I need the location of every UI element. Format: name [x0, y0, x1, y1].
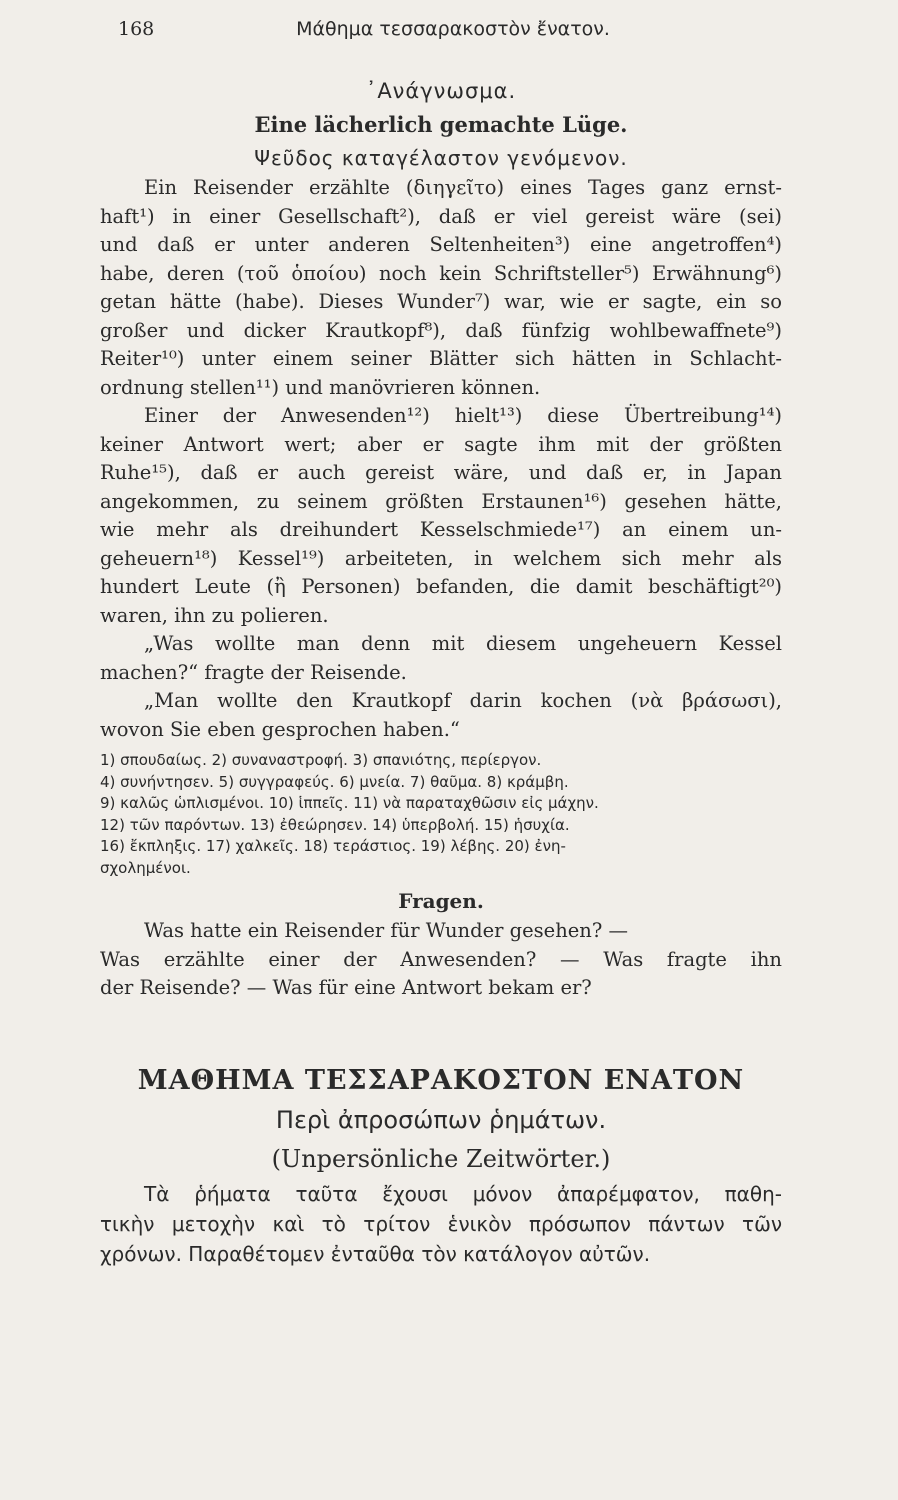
story-title-german: Eine lächerlich gemachte Lüge. [254, 112, 628, 137]
footnote-line: 16) ἔκπληξις. 17) χαλκεῖς. 18) τεράστιος. 19) λέβης. 20) ἐνη- [100, 837, 566, 855]
lesson-subtitle-german: (Unpersönliche Zeitwörter.) [271, 1144, 611, 1173]
text-line: wie mehr als dreihundert Kesselschmiede¹⁷) an einem un- [100, 518, 782, 541]
text-line: getan hätte (habe). Dieses Wunder⁷) war, wie er sagte, ein so [100, 290, 782, 313]
footnote-line: σχολημένοι. [100, 858, 191, 877]
page-header [118, 18, 788, 48]
text-line: haft¹) in einer Gesellschaft²), daß er viel gereist wäre (sei) [100, 204, 782, 228]
text-line: Ruhe¹⁵), daß er auch gereist wäre, und daß er, in Japan [100, 461, 782, 484]
footnote-line: 4) συνήντησεν. 5) συγγραφεύς. 6) μνεία. 7) θαῦμα. 8) κράμβη. [100, 772, 569, 791]
lesson-subtitle-greek: Περὶ ἀπροσώπων ῥημάτων. [275, 1105, 607, 1134]
footnote-line: 9) καλῶς ὡπλισμένοι. 10) ἱππεῖς. 11) νὰ παραταχθῶσιν εἰς μάχην. [100, 794, 599, 812]
story-text [100, 174, 782, 744]
text-line: geheuern¹⁸) Kessel¹⁹) arbeiteten, in welchem sich mehr als [100, 546, 782, 570]
footnote-line: 12) τῶν παρόντων. 13) ἐθεώρησεν. 14) ὑπερβολή. 15) ἡσυχία. [100, 815, 570, 834]
text-line: „Was wollte man denn mit diesem ungeheuern Kessel [144, 632, 782, 655]
text-line: „Man wollte den Krautkopf darin kochen (νὰ βράσωσι), [144, 689, 782, 712]
text-line: und daß er unter anderen Seltenheiten³) eine angetroffen⁴) [100, 233, 782, 256]
page-number: 168 [118, 18, 155, 40]
text-line: großer und dicker Krautkopf⁸), daß fünfzig wohlbewaffnete⁹) [100, 318, 782, 342]
intro-line: Τὰ ῥήματα ταῦτα ἔχουσι μόνον ἀπαρέμφατον, παθη- [144, 1181, 782, 1206]
lesson-title: ΜΑΘΗΜΑ ΤΕΣΣΑΡΑΚΟΣΤΟΝ ΕΝΑΤΟΝ [137, 1064, 745, 1096]
questions-text [100, 917, 782, 1003]
question-line: Was erzählte einer der Anwesenden? — Was fragte ihn [100, 947, 782, 971]
text-line: Einer der Anwesenden¹²) hielt¹³) diese Übertreibung¹⁴) [144, 404, 782, 427]
story-title-greek: Ψεῦδος καταγέλαστον γενόμενον. [254, 146, 628, 170]
intro-line: τικὴν μετοχὴν καὶ τὸ τρίτον ἑνικὸν πρόσωπον πάντων τῶν [100, 1211, 782, 1236]
page-body [100, 74, 782, 1269]
text-line: Ein Reisender erzählte (διηγεῖτο) eines Tages ganz ernst- [144, 176, 782, 199]
reading-heading: ᾿Ανάγνωσμα. [365, 79, 517, 103]
text-line: waren, ihn zu polieren. [100, 603, 329, 627]
footnotes [100, 750, 782, 879]
lesson-intro [100, 1179, 782, 1269]
text-line: Reiter¹⁰) unter einem seiner Blätter sich hätten in Schlacht- [100, 347, 782, 370]
running-title: Μάθημα τεσσαρακοστὸν ἔνατον. [296, 18, 610, 40]
text-line: keiner Antwort wert; aber er sagte ihm mit der größten [100, 432, 782, 456]
text-line: hundert Leute (ἢ Personen) befanden, die damit beschäftigt²⁰) [100, 575, 782, 598]
question-line: der Reisende? — Was für eine Antwort bekam er? [100, 976, 592, 999]
text-line: ordnung stellen¹¹) und manövrieren können. [100, 375, 541, 399]
questions-heading: Fragen. [398, 889, 484, 913]
text-line: angekommen, zu seinem größten Erstaunen¹⁶) gesehen hätte, [100, 489, 782, 513]
footnote-line: 1) σπουδαίως. 2) συναναστροφή. 3) σπανιότης, περίεργον. [100, 751, 542, 769]
text-line: wovon Sie eben gesprochen haben.“ [100, 717, 460, 741]
text-line: habe, deren (τοῦ ὁποίου) noch kein Schriftsteller⁵) Erwähnung⁶) [100, 261, 782, 285]
question-line: Was hatte ein Reisender für Wunder gesehen? — [144, 919, 629, 942]
text-line: machen?“ fragte der Reisende. [100, 660, 407, 684]
intro-line: χρόνων. Παραθέτομεν ἐνταῦθα τὸν κατάλογον αὐτῶν. [100, 1241, 651, 1266]
